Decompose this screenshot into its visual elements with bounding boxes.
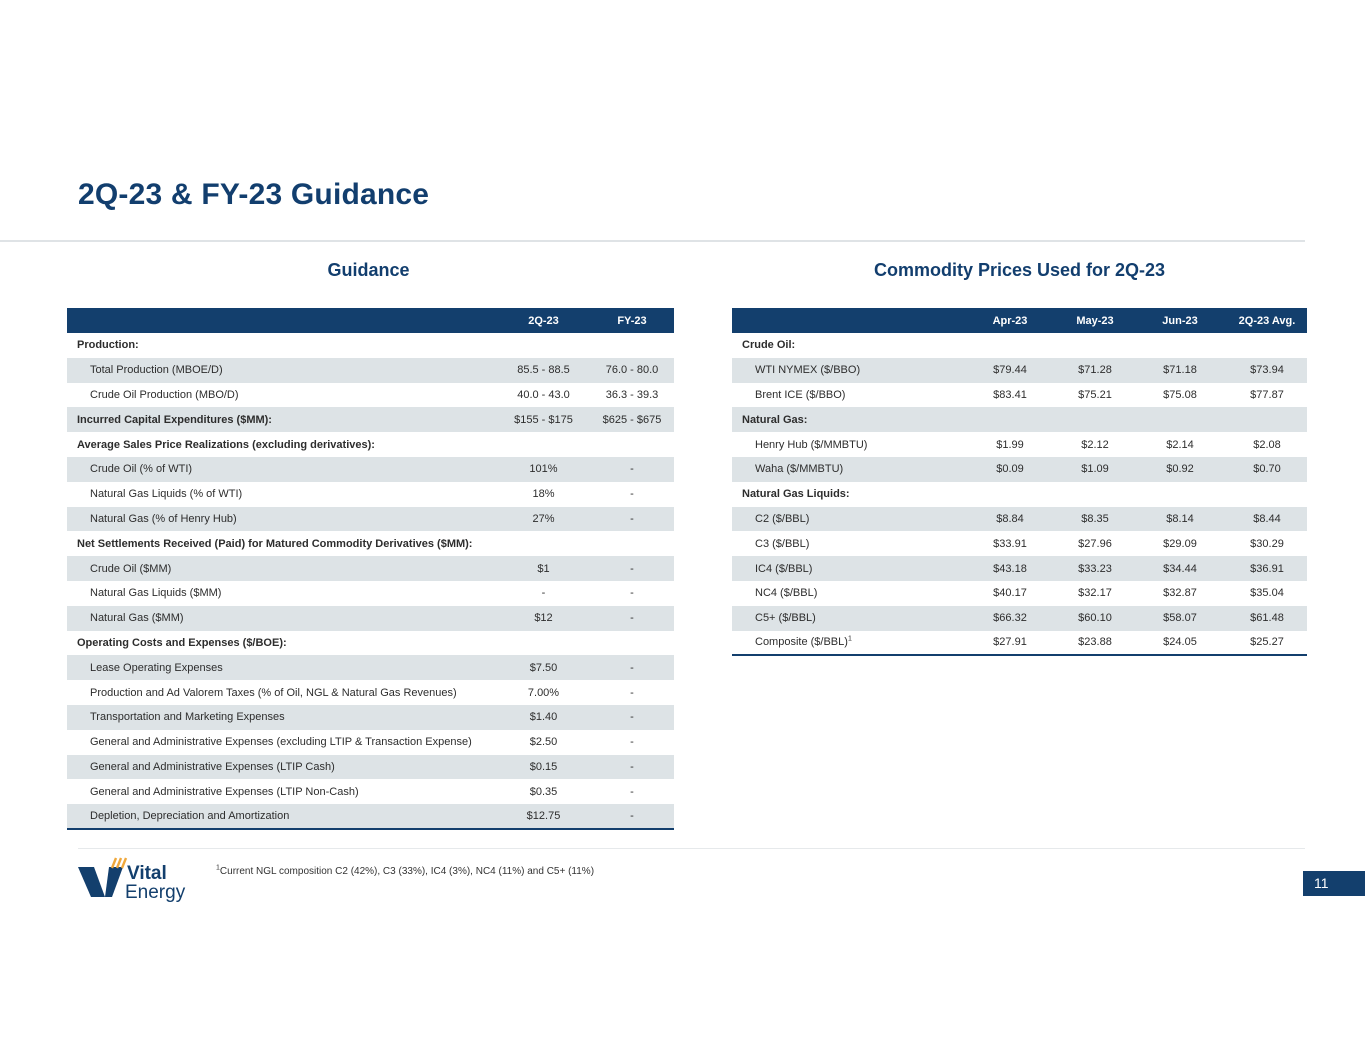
guidance-row (67, 606, 674, 631)
commodity-prices-table (732, 308, 1307, 656)
guidance-fy23-value: $625 - $675 (602, 413, 662, 426)
guidance-row (67, 730, 674, 755)
prices-jun23-value (1133, 333, 1227, 358)
guidance-fy23-value: - (630, 661, 634, 674)
prices-row (732, 407, 1307, 432)
prices-apr23-value: $79.44 (993, 364, 1027, 377)
guidance-row (67, 333, 674, 358)
prices-apr23-value: $0.09 (996, 463, 1024, 476)
guidance-fy23-value: - (630, 612, 634, 625)
prices-row (732, 457, 1307, 482)
guidance-fy23-value: - (630, 711, 634, 724)
guidance-row (67, 655, 674, 680)
prices-row (732, 631, 1307, 656)
guidance-2q23-value: 27% (532, 512, 555, 525)
guidance-fy23-value (590, 333, 674, 358)
prices-jun23-value: $0.92 (1166, 463, 1194, 476)
guidance-fy23-value: - (630, 810, 634, 823)
prices-row (732, 507, 1307, 532)
prices-row-label-text: Natural Gas Liquids: (742, 488, 850, 501)
prices-row (732, 333, 1307, 358)
guidance-table (67, 308, 674, 830)
prices-may23-value: $33.23 (1078, 562, 1112, 575)
prices-may23-value (1057, 407, 1133, 432)
commodity-prices-heading: Commodity Prices Used for 2Q-23 (873, 260, 1166, 280)
guidance-fy23-value: - (630, 686, 634, 699)
guidance-row-label: Natural Gas Liquids ($MM) (90, 587, 222, 600)
prices-may23-value: $32.17 (1078, 587, 1112, 600)
prices-may23-value: $27.96 (1078, 537, 1112, 550)
guidance-fy23-value: - (630, 463, 634, 476)
guidance-row (67, 407, 674, 432)
guidance-col-fy23: FY-23 (617, 314, 647, 327)
guidance-2q23-value: 40.0 - 43.0 (517, 388, 570, 401)
prices-may23-value (1057, 333, 1133, 358)
prices-2q23-avg-value: $30.29 (1250, 537, 1284, 550)
guidance-2q23-value: $2.50 (529, 736, 558, 749)
prices-col-2q23-avg: 2Q-23 Avg. (1238, 314, 1296, 327)
logo-word-energy: Energy (125, 882, 186, 902)
prices-row (732, 358, 1307, 383)
guidance-2q23-value: 7.00% (527, 686, 560, 699)
prices-row-label-text: Natural Gas: (742, 413, 808, 426)
prices-row-label (732, 333, 963, 358)
prices-2q23-avg-value: $61.48 (1250, 612, 1284, 625)
prices-row-label (732, 407, 963, 432)
guidance-row (67, 631, 674, 656)
footnote (216, 866, 594, 877)
prices-may23-value: $71.28 (1078, 364, 1112, 377)
page-title: 2Q-23 & FY-23 Guidance (78, 178, 430, 211)
prices-row-label-text: WTI NYMEX ($/BBO) (755, 364, 861, 377)
guidance-fy23-value: 76.0 - 80.0 (605, 364, 659, 377)
prices-apr23-value (963, 407, 1057, 432)
prices-apr23-value: $33.91 (993, 537, 1027, 550)
guidance-2q23-value: $7.50 (529, 661, 558, 674)
prices-2q23-avg-value: $73.94 (1250, 364, 1284, 377)
prices-2q23-avg-value: $8.44 (1253, 512, 1281, 525)
prices-row (732, 606, 1307, 631)
guidance-2q23-value (497, 333, 590, 358)
guidance-2q23-value (497, 531, 590, 556)
prices-2q23-avg-value (1227, 407, 1307, 432)
guidance-row (67, 779, 674, 804)
guidance-row-label: Natural Gas Liquids (% of WTI) (90, 488, 243, 501)
guidance-row-label: Average Sales Price Realizations (excluding derivatives): (77, 438, 375, 451)
prices-row-label (732, 383, 963, 408)
footnote-reference: 1 (847, 635, 852, 643)
prices-jun23-value: $8.14 (1166, 512, 1194, 525)
logo-word-vital: Vital (127, 863, 167, 884)
prices-apr23-value (963, 482, 1057, 507)
prices-2q23-avg-value: $77.87 (1250, 388, 1284, 401)
prices-row-label (732, 457, 963, 482)
guidance-row-label: Crude Oil ($MM) (90, 562, 172, 575)
guidance-row-label: General and Administrative Expenses (LTIP Cash) (90, 760, 335, 773)
guidance-row (67, 358, 674, 383)
page-number: 11 (1303, 871, 1365, 896)
prices-apr23-value: $66.32 (993, 612, 1027, 625)
prices-body (732, 333, 1307, 655)
prices-row-label (732, 531, 963, 556)
prices-jun23-value: $75.08 (1163, 388, 1197, 401)
prices-row-label-text: Composite ($/BBL) (755, 636, 848, 649)
prices-row (732, 383, 1307, 408)
guidance-row-label: Net Settlements Received (Paid) for Matured Commodity Derivatives ($MM): (77, 537, 473, 550)
guidance-row-label: Lease Operating Expenses (90, 661, 223, 674)
prices-2q23-avg-value: $35.04 (1250, 587, 1284, 600)
prices-col-may23: May-23 (1076, 314, 1114, 327)
prices-row-label-text: IC4 ($/BBL) (755, 562, 813, 575)
prices-apr23-value: $8.84 (996, 512, 1024, 525)
guidance-2q23-value (497, 631, 590, 656)
prices-jun23-value (1133, 482, 1227, 507)
guidance-fy23-value: - (630, 562, 634, 575)
guidance-fy23-value: - (630, 785, 634, 798)
prices-may23-value: $8.35 (1081, 512, 1109, 525)
guidance-row-label: Transportation and Marketing Expenses (90, 711, 285, 724)
guidance-2q23-value (497, 432, 590, 457)
prices-col-apr23: Apr-23 (992, 314, 1028, 327)
guidance-2q23-value: 85.5 - 88.5 (517, 364, 570, 377)
prices-row-label (732, 606, 963, 631)
prices-row-label (732, 482, 963, 507)
prices-jun23-value: $71.18 (1163, 364, 1197, 377)
prices-apr23-value: $1.99 (996, 438, 1024, 451)
guidance-2q23-value: - (541, 587, 546, 600)
prices-jun23-value: $29.09 (1163, 537, 1197, 550)
prices-row-label (732, 631, 963, 656)
prices-jun23-value: $24.05 (1163, 636, 1197, 649)
prices-row-label-text: Henry Hub ($/MMBTU) (755, 438, 868, 451)
title-divider (0, 240, 1305, 242)
prices-may23-value (1057, 482, 1133, 507)
guidance-2q23-value: $12.75 (526, 810, 561, 823)
guidance-row (67, 432, 674, 457)
prices-jun23-value: $34.44 (1163, 562, 1197, 575)
footer-divider (78, 848, 1305, 849)
guidance-header-row (67, 308, 674, 333)
guidance-2q23-value: 101% (529, 463, 558, 476)
guidance-row (67, 581, 674, 606)
footnote-text: Current NGL composition C2 (42%), C3 (33%), IC4 (3%), NC4 (11%) and C5+ (11%) (219, 866, 595, 877)
prices-jun23-value (1133, 407, 1227, 432)
guidance-row (67, 804, 674, 829)
guidance-row-label: Crude Oil (% of WTI) (90, 463, 193, 476)
guidance-row-label: Incurred Capital Expenditures ($MM): (77, 413, 272, 426)
prices-header-row (732, 308, 1307, 333)
prices-row-label-text: C3 ($/BBL) (755, 537, 810, 550)
prices-2q23-avg-value: $25.27 (1250, 636, 1284, 649)
prices-row-label-text: Crude Oil: (742, 339, 796, 352)
guidance-row (67, 457, 674, 482)
guidance-fy23-value (590, 432, 674, 457)
guidance-row-label: Natural Gas (% of Henry Hub) (90, 512, 237, 525)
prices-row (732, 482, 1307, 507)
guidance-fy23-value: - (630, 587, 634, 600)
prices-jun23-value: $58.07 (1163, 612, 1197, 625)
prices-row (732, 531, 1307, 556)
prices-may23-value: $1.09 (1081, 463, 1109, 476)
guidance-fy23-value: - (630, 736, 634, 749)
guidance-row (67, 507, 674, 532)
guidance-fy23-value: 36.3 - 39.3 (605, 388, 659, 401)
guidance-row-label: Total Production (MBOE/D) (90, 364, 223, 377)
guidance-row-label: Crude Oil Production (MBO/D) (90, 388, 239, 401)
prices-apr23-value: $40.17 (993, 587, 1027, 600)
prices-col-label (732, 308, 963, 333)
prices-apr23-value: $43.18 (993, 562, 1027, 575)
prices-row-label (732, 507, 963, 532)
guidance-row-label: Depletion, Depreciation and Amortization (90, 810, 290, 823)
prices-may23-value: $23.88 (1078, 636, 1112, 649)
guidance-2q23-value: $1.40 (529, 711, 558, 724)
prices-row-label (732, 581, 963, 606)
guidance-row-label: General and Administrative Expenses (LTIP Non-Cash) (90, 785, 359, 798)
prices-may23-value: $75.21 (1078, 388, 1112, 401)
prices-2q23-avg-value (1227, 482, 1307, 507)
prices-row-label (732, 358, 963, 383)
prices-row-label-text: Waha ($/MMBTU) (755, 463, 844, 476)
prices-row-label-text: C5+ ($/BBL) (755, 612, 816, 625)
prices-2q23-avg-value (1227, 333, 1307, 358)
prices-row-label (732, 432, 963, 457)
prices-may23-value: $2.12 (1081, 438, 1109, 451)
guidance-2q23-value: $0.15 (529, 760, 558, 773)
guidance-row-label: General and Administrative Expenses (excluding LTIP & Transaction Expense) (90, 736, 472, 749)
guidance-body (67, 333, 674, 829)
guidance-row-label: Production: (77, 339, 139, 352)
guidance-row (67, 556, 674, 581)
guidance-2q23-value: $12 (534, 612, 553, 625)
prices-row (732, 556, 1307, 581)
guidance-2q23-value: $155 - $175 (514, 413, 573, 426)
prices-row-label-text: Brent ICE ($/BBO) (755, 388, 846, 401)
guidance-fy23-value: - (630, 488, 634, 501)
prices-row (732, 432, 1307, 457)
guidance-row (67, 680, 674, 705)
guidance-2q23-value: 18% (532, 488, 555, 501)
prices-apr23-value: $27.91 (993, 636, 1027, 649)
prices-jun23-value: $2.14 (1166, 438, 1194, 451)
prices-jun23-value: $32.87 (1163, 587, 1197, 600)
guidance-row-label: Natural Gas ($MM) (90, 612, 184, 625)
guidance-2q23-value: $0.35 (529, 785, 558, 798)
guidance-2q23-value: $1 (537, 562, 550, 575)
guidance-row (67, 383, 674, 408)
footnote-marker: 1 (216, 864, 220, 872)
prices-2q23-avg-value: $2.08 (1253, 438, 1281, 451)
guidance-row (67, 482, 674, 507)
guidance-row (67, 705, 674, 730)
prices-2q23-avg-value: $0.70 (1253, 463, 1281, 476)
guidance-row (67, 755, 674, 780)
guidance-col-2q23: 2Q-23 (528, 314, 559, 327)
guidance-row-label: Operating Costs and Expenses ($/BOE): (77, 636, 287, 649)
prices-apr23-value (963, 333, 1057, 358)
guidance-fy23-value: - (630, 512, 634, 525)
guidance-row (67, 531, 674, 556)
prices-col-jun23: Jun-23 (1162, 314, 1198, 327)
guidance-fy23-value (590, 531, 674, 556)
guidance-heading: Guidance (327, 260, 410, 280)
prices-2q23-avg-value: $36.91 (1250, 562, 1284, 575)
prices-row (732, 581, 1307, 606)
prices-apr23-value: $83.41 (993, 388, 1027, 401)
guidance-col-label (67, 308, 497, 333)
prices-may23-value: $60.10 (1078, 612, 1112, 625)
prices-row-label-text: NC4 ($/BBL) (755, 587, 818, 600)
prices-row-label (732, 556, 963, 581)
guidance-fy23-value: - (630, 760, 634, 773)
guidance-row-label: Production and Ad Valorem Taxes (% of Oil, NGL & Natural Gas Revenues) (90, 686, 457, 699)
vital-energy-logo (76, 856, 201, 902)
guidance-fy23-value (590, 631, 674, 656)
prices-row-label-text: C2 ($/BBL) (755, 512, 810, 525)
